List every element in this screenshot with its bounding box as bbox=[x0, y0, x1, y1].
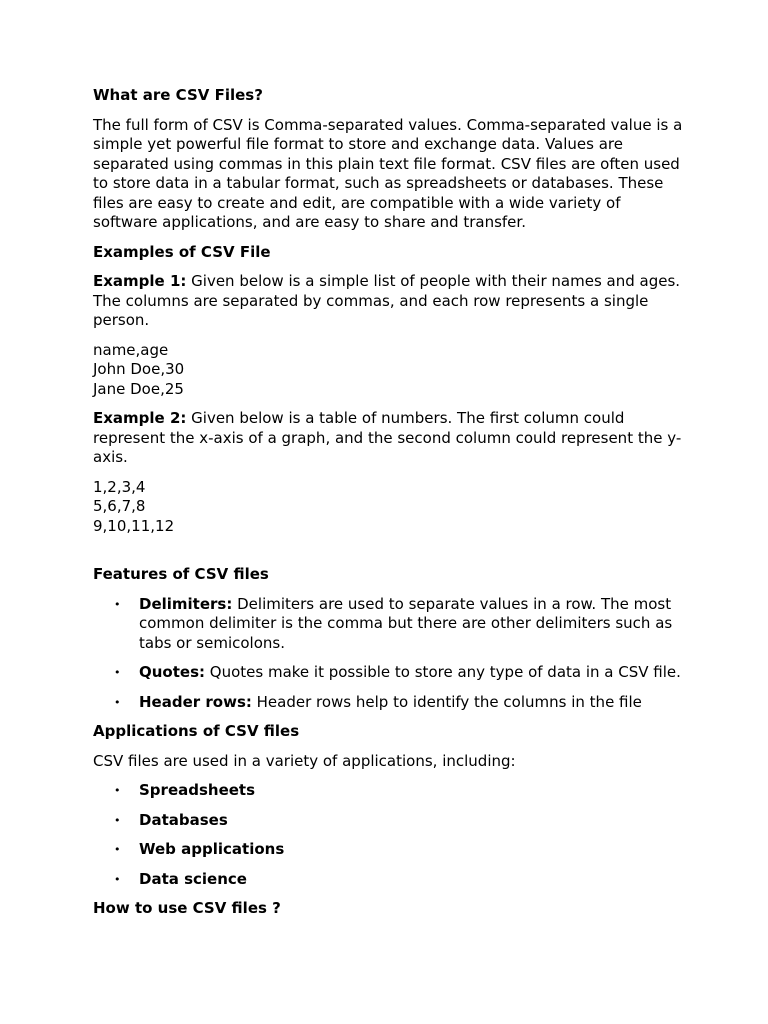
application-label: Spreadsheets bbox=[139, 781, 256, 799]
application-label: Databases bbox=[139, 810, 228, 829]
feature-label: Delimiters: bbox=[139, 594, 233, 613]
bullet-icon: • bbox=[114, 872, 121, 886]
csv-line: name,age bbox=[93, 340, 169, 359]
feature-text: Header rows help to identify the columns in the file bbox=[251, 692, 642, 711]
bullet-icon: • bbox=[114, 784, 121, 797]
list-item bbox=[93, 595, 683, 654]
example-2-label: Example 2: bbox=[93, 409, 187, 427]
list-item bbox=[93, 781, 683, 801]
example-1-paragraph bbox=[93, 272, 683, 331]
example-1-text: Given below is a simple list of people with their names and ages. The columns are separated by commas, and each row represents a single person. bbox=[93, 272, 681, 329]
example-1-csv-block bbox=[93, 341, 683, 400]
examples-heading: Examples of CSV File bbox=[93, 242, 271, 261]
document-page bbox=[93, 86, 683, 919]
list-item bbox=[93, 693, 683, 713]
application-label: Data science bbox=[139, 869, 247, 888]
feature-text: Quotes make it possible to store any type of data in a CSV file. bbox=[205, 663, 681, 681]
page-title: What are CSV Files? bbox=[93, 86, 263, 104]
list-item bbox=[93, 663, 683, 683]
feature-label: Quotes: bbox=[139, 663, 206, 681]
applications-intro: CSV files are used in a variety of applications, including: bbox=[93, 751, 516, 770]
bullet-icon: • bbox=[114, 695, 121, 709]
csv-line: 9,10,11,12 bbox=[93, 516, 175, 535]
list-item bbox=[93, 811, 683, 831]
example-2-text: Given below is a table of numbers. The first column could represent the x-axis of a graph, and the second column could represent the y-axis. bbox=[93, 409, 682, 466]
feature-label: Header rows: bbox=[139, 692, 252, 711]
bullet-icon: • bbox=[114, 597, 121, 611]
bullet-icon: • bbox=[114, 813, 121, 827]
features-list bbox=[93, 595, 683, 713]
applications-heading: Applications of CSV files bbox=[93, 722, 300, 740]
applications-list bbox=[93, 781, 683, 889]
example-2-csv-block bbox=[93, 478, 683, 537]
list-item bbox=[93, 840, 683, 860]
feature-text: Delimiters are used to separate values in a row. The most common delimiter is the comma but there are other delimiters such as tabs or semicolons. bbox=[139, 594, 673, 652]
application-label: Web applications bbox=[139, 840, 285, 858]
features-heading: Features of CSV files bbox=[93, 565, 269, 583]
example-1-label: Example 1: bbox=[93, 272, 187, 290]
intro-paragraph: The full form of CSV is Comma-separated values. Comma-separated value is a simple yet powerful file format to store and exchange data. Values are separated using commas in this plain text file format. CSV files are often used to store data in a tabular format, such as spreadsheets or databases. These files are easy to create and edit, are compatible with a wide variety of software applications, and are easy to share and transfer. bbox=[93, 115, 683, 231]
csv-line: 1,2,3,4 bbox=[93, 477, 146, 496]
csv-line: John Doe,30 bbox=[93, 360, 185, 378]
bullet-icon: • bbox=[114, 666, 121, 679]
howto-heading: How to use CSV files ? bbox=[93, 899, 281, 917]
example-2-paragraph bbox=[93, 409, 683, 468]
bullet-icon: • bbox=[114, 843, 121, 856]
csv-line: Jane Doe,25 bbox=[93, 379, 184, 398]
list-item bbox=[93, 870, 683, 890]
csv-line: 5,6,7,8 bbox=[93, 497, 146, 515]
